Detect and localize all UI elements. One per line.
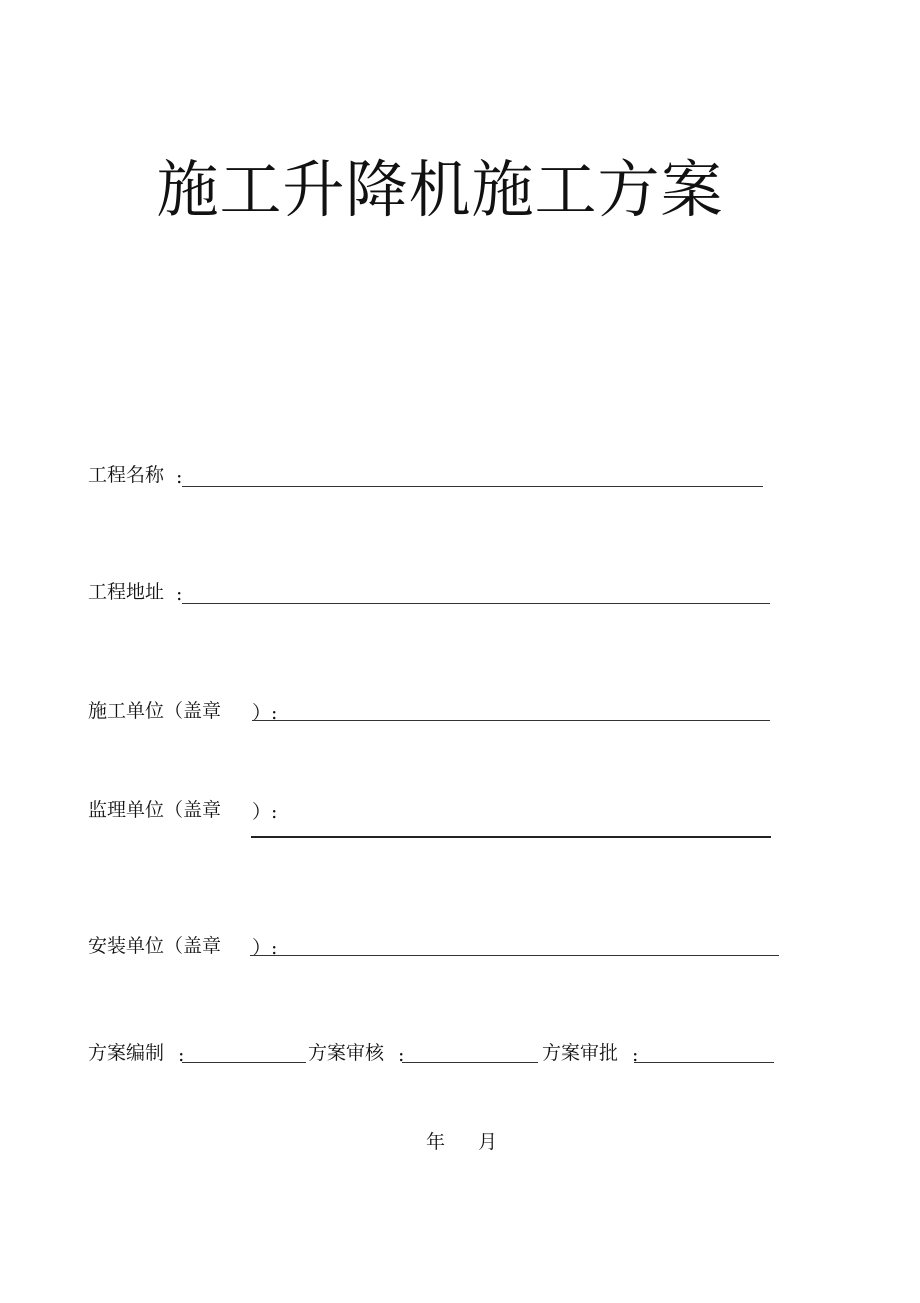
compile-label: 方案编制 bbox=[88, 1042, 165, 1064]
month-label: 月 bbox=[478, 1131, 499, 1153]
review-label: 方案审核 bbox=[308, 1042, 385, 1064]
date-line bbox=[426, 1130, 498, 1154]
supervision-unit-close: ）: bbox=[252, 801, 278, 823]
construction-unit-label: 施工单位（盖章 bbox=[88, 700, 222, 722]
approve-label: 方案审批 bbox=[542, 1042, 619, 1064]
supervision-unit-label: 监理单位（盖章 bbox=[88, 799, 222, 821]
supervision-unit-input-line[interactable] bbox=[251, 836, 771, 838]
review-colon: : bbox=[398, 1044, 405, 1066]
approve-input-line[interactable] bbox=[634, 1062, 774, 1063]
compile-colon: : bbox=[178, 1044, 185, 1066]
project-address-input-line[interactable] bbox=[182, 603, 770, 604]
project-name-label: 工程名称 bbox=[88, 464, 165, 486]
construction-unit-input-line[interactable] bbox=[252, 720, 770, 721]
review-input-line[interactable] bbox=[402, 1062, 538, 1063]
installation-unit-close: ）: bbox=[252, 937, 278, 959]
year-label: 年 bbox=[426, 1131, 447, 1153]
project-address-colon: : bbox=[176, 583, 183, 605]
project-address-label: 工程地址 bbox=[88, 581, 165, 603]
project-name-input-line[interactable] bbox=[182, 486, 763, 487]
compile-input-line[interactable] bbox=[182, 1062, 306, 1063]
approve-colon: : bbox=[632, 1044, 639, 1066]
document-title: 施工升降机施工方案 bbox=[156, 153, 724, 226]
construction-unit-close: ）: bbox=[252, 702, 278, 724]
project-name-colon: : bbox=[176, 466, 183, 488]
installation-unit-label: 安装单位（盖章 bbox=[88, 935, 222, 957]
installation-unit-input-line[interactable] bbox=[250, 955, 779, 956]
